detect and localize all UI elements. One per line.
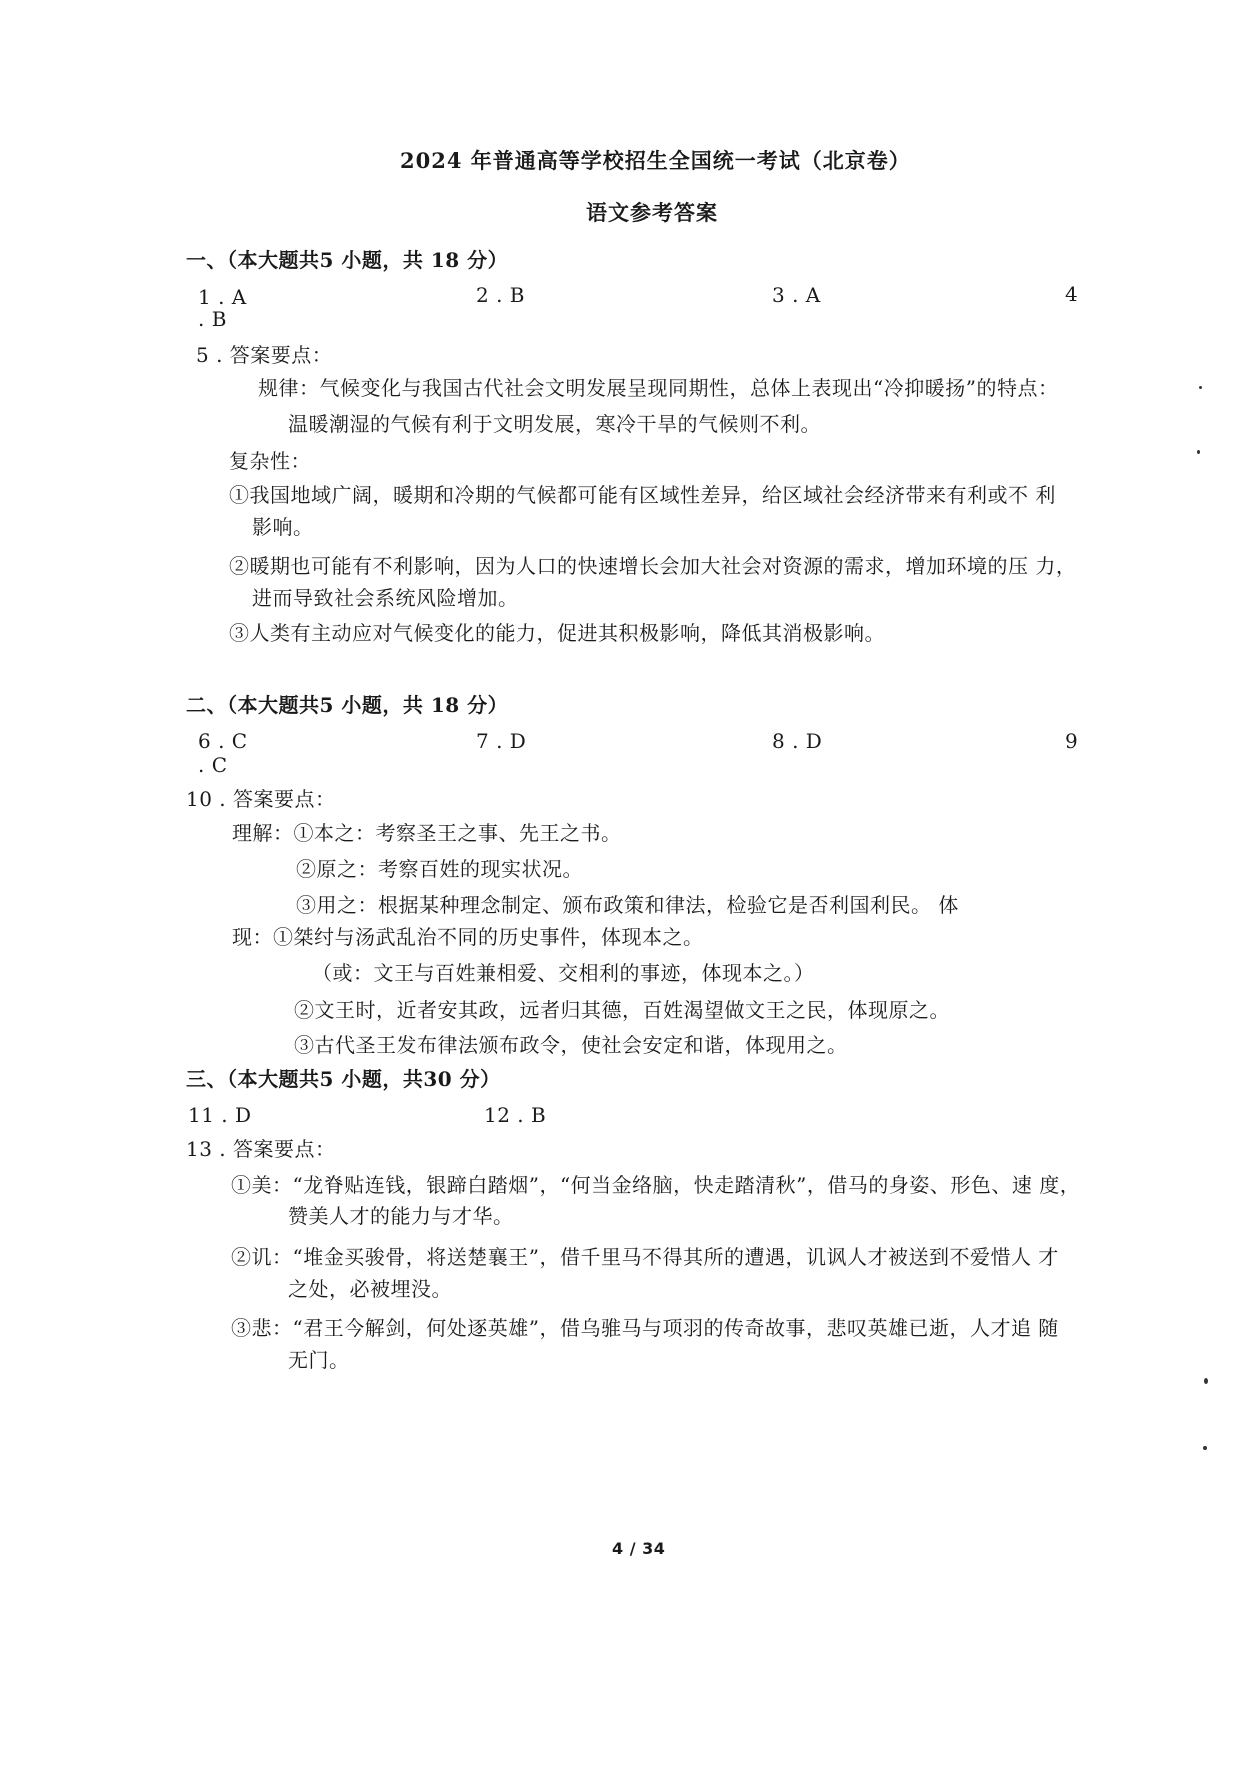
q5-line: 规律：气候变化与我国古代社会文明发展呈现同期性，总体上表现出“冷抑暖扬”的特点： [258, 376, 1059, 400]
answer-2: 2 . B [476, 283, 525, 307]
answer-9-number: 9 [1065, 729, 1079, 753]
section-1-heading: 一、（本大题共5 小题，共 18 分） [186, 248, 509, 272]
answer-9-value: . C [198, 753, 228, 777]
question-10-label: 10 . 答案要点： [186, 787, 336, 811]
scan-speck [1204, 1378, 1208, 1384]
q10-line: （或：文王与百姓兼相爱、交相利的事迹，体现本之。） [312, 961, 815, 985]
q10-line: ②文王时，近者安其政，远者归其德，百姓渴望做文王之民，体现原之。 [294, 998, 950, 1022]
answer-4-value: . B [198, 307, 227, 331]
q13-line: ①美：“龙脊贴连钱，银蹄白踏烟”，“何当金络脑，快走踏清秋”，借马的身姿、形色、速 度， [231, 1173, 1081, 1197]
q5-line: 复杂性： [229, 449, 311, 473]
answer-11: 11 . D [188, 1103, 252, 1127]
q10-line: ②原之：考察百姓的现实状况。 [296, 857, 583, 881]
answer-8: 8 . D [772, 729, 823, 753]
scan-speck [1197, 450, 1200, 454]
q10-line: ③古代圣王发布律法颁布政令，使社会安定和谐，体现用之。 [294, 1033, 848, 1057]
question-5-label: 5 . 答案要点： [196, 343, 333, 367]
q13-line: ③悲：“君王今解剑，何处逐英雄”，借乌骓马与项羽的传奇故事，悲叹英雄已逝，人才追 随 [231, 1316, 1059, 1340]
q13-line: 之处，必被埋没。 [288, 1277, 452, 1301]
q10-line: 理解：①本之：考察圣王之事、先王之书。 [232, 821, 622, 845]
q5-line: 温暖潮湿的气候有利于文明发展，寒冷干旱的气候则不利。 [288, 412, 821, 436]
q13-line: 赞美人才的能力与才华。 [288, 1204, 514, 1228]
q5-line: ③人类有主动应对气候变化的能力，促进其积极影响，降低其消极影响。 [229, 621, 885, 645]
scan-speck [1203, 1446, 1207, 1450]
answer-1: 1 . A [198, 285, 247, 309]
answer-6: 6 . C [198, 729, 248, 753]
answer-3: 3 . A [772, 283, 821, 307]
answer-4-number: 4 [1065, 282, 1079, 306]
q5-line: ①我国地域广阔，暖期和冷期的气候都可能有区域性差异，给区域社会经济带来有利或不 利 [229, 483, 1056, 507]
q10-line: 现：①桀纣与汤武乱治不同的历史事件，体现本之。 [232, 925, 704, 949]
scan-speck [1199, 386, 1202, 389]
page-number: 4 / 34 [612, 1539, 666, 1558]
page-subtitle: 语文参考答案 [586, 200, 718, 225]
q10-line: ③用之：根据某种理念制定、颁布政策和律法，检验它是否利国利民。 体 [296, 893, 959, 917]
q5-line: ②暖期也可能有不利影响，因为人口的快速增长会加大社会对资源的需求，增加环境的压 力， [229, 554, 1077, 578]
answer-7: 7 . D [476, 729, 527, 753]
section-3-heading: 三、（本大题共5 小题，共30 分） [186, 1067, 501, 1091]
answer-12: 12 . B [484, 1103, 547, 1127]
page-title: 2024 年普通高等学校招生全国统一考试（北京卷） [400, 148, 911, 173]
q5-line: 影响。 [252, 515, 314, 539]
q5-line: 进而导致社会系统风险增加。 [252, 586, 519, 610]
q13-line: ②讥：“堆金买骏骨，将送楚襄王”，借千里马不得其所的遭遇，讥讽人才被送到不爱惜人 才 [231, 1245, 1059, 1269]
q13-line: 无门。 [288, 1348, 350, 1372]
section-2-heading: 二、（本大题共5 小题，共 18 分） [186, 693, 509, 717]
question-13-label: 13 . 答案要点： [186, 1137, 336, 1161]
